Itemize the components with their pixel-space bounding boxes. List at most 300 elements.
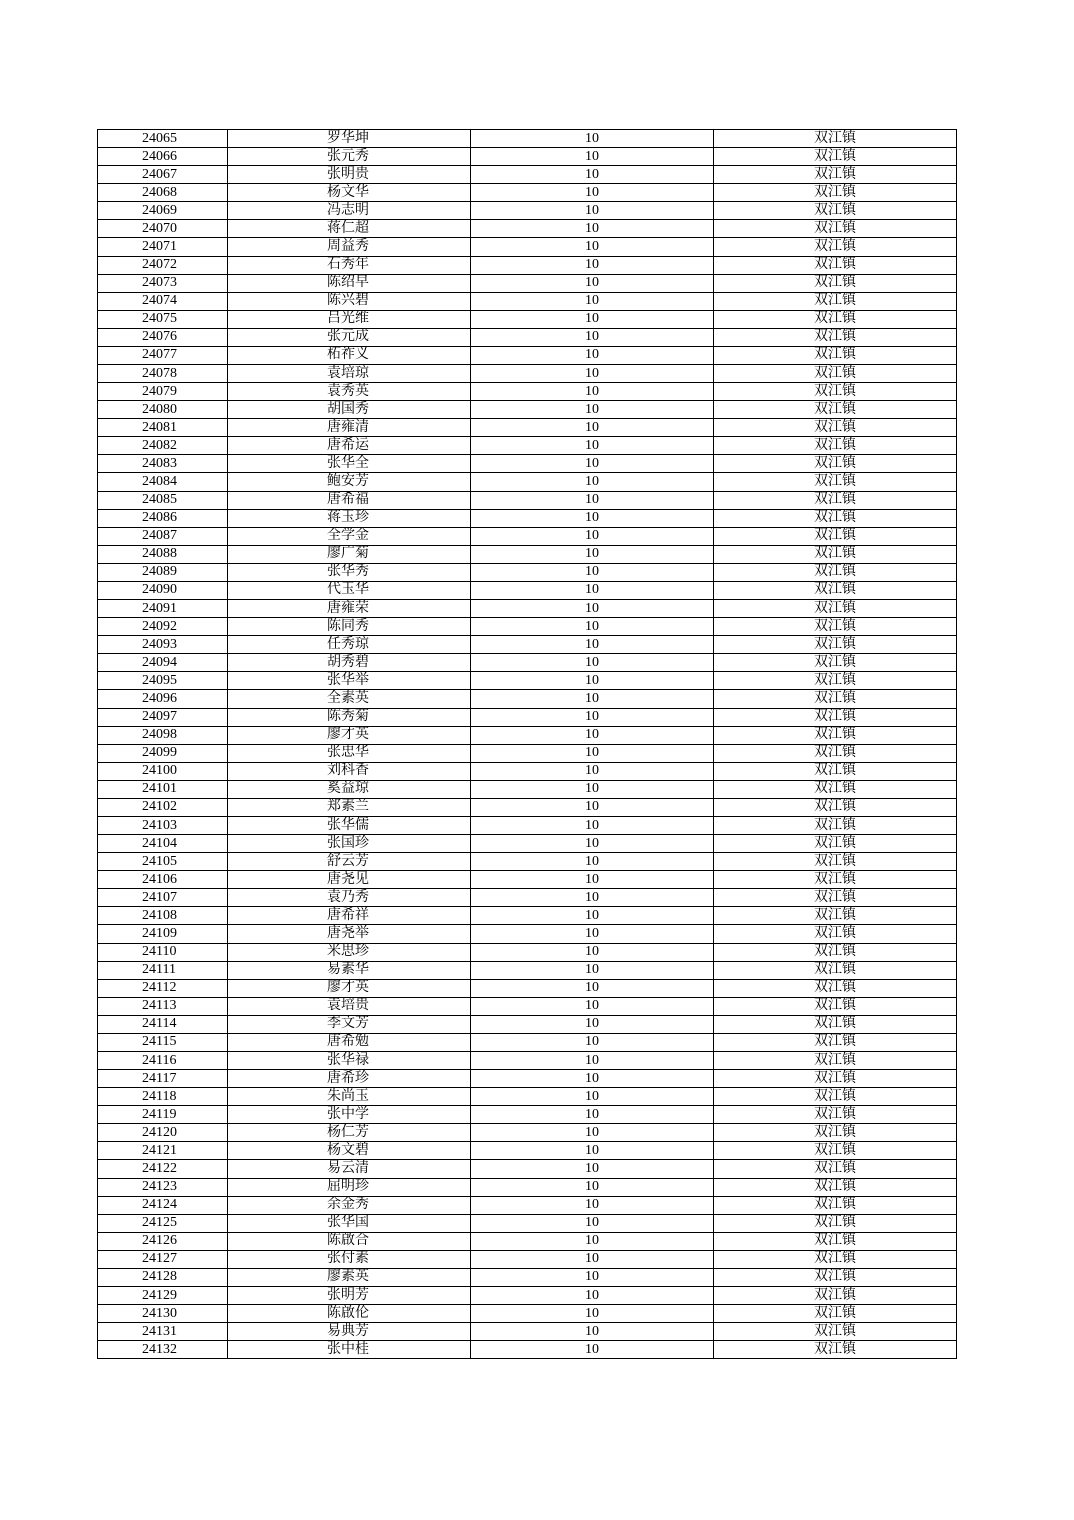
table-row xyxy=(98,1341,957,1359)
town-cell: 双江镇 xyxy=(714,1214,957,1232)
town-cell: 双江镇 xyxy=(714,943,957,961)
person-name-cell: 唐尧举 xyxy=(228,925,471,943)
amount-cell: 10 xyxy=(471,726,714,744)
person-name-cell: 蒋仁超 xyxy=(228,220,471,238)
amount-cell: 10 xyxy=(471,708,714,726)
table-row xyxy=(98,798,957,816)
amount-cell: 10 xyxy=(471,310,714,328)
person-name-cell: 屈明珍 xyxy=(228,1178,471,1196)
person-name-cell: 郑素兰 xyxy=(228,798,471,816)
town-cell: 双江镇 xyxy=(714,455,957,473)
table-row xyxy=(98,835,957,853)
town-cell: 双江镇 xyxy=(714,130,957,148)
record-id-cell: 24071 xyxy=(98,238,228,256)
person-name-cell: 朱尚玉 xyxy=(228,1088,471,1106)
table-row xyxy=(98,1124,957,1142)
table-row xyxy=(98,925,957,943)
amount-cell: 10 xyxy=(471,1033,714,1051)
table-row xyxy=(98,1196,957,1214)
person-name-cell: 胡秀碧 xyxy=(228,654,471,672)
amount-cell: 10 xyxy=(471,365,714,383)
person-name-cell: 全素英 xyxy=(228,690,471,708)
amount-cell: 10 xyxy=(471,672,714,690)
town-cell: 双江镇 xyxy=(714,1088,957,1106)
town-cell: 双江镇 xyxy=(714,1287,957,1305)
table-row xyxy=(98,328,957,346)
amount-cell: 10 xyxy=(471,1124,714,1142)
table-row xyxy=(98,545,957,563)
town-cell: 双江镇 xyxy=(714,1106,957,1124)
town-cell: 双江镇 xyxy=(714,690,957,708)
record-id-cell: 24107 xyxy=(98,889,228,907)
record-id-cell: 24112 xyxy=(98,979,228,997)
table-row xyxy=(98,473,957,491)
table-row xyxy=(98,961,957,979)
person-name-cell: 唐希珍 xyxy=(228,1070,471,1088)
record-id-cell: 24123 xyxy=(98,1178,228,1196)
person-name-cell: 鲍安芳 xyxy=(228,473,471,491)
person-name-cell: 余金秀 xyxy=(228,1196,471,1214)
table-row xyxy=(98,726,957,744)
person-name-cell: 张元秀 xyxy=(228,148,471,166)
record-id-cell: 24068 xyxy=(98,184,228,202)
record-id-cell: 24128 xyxy=(98,1268,228,1286)
table-row xyxy=(98,654,957,672)
person-name-cell: 唐希勉 xyxy=(228,1033,471,1051)
table-row xyxy=(98,871,957,889)
amount-cell: 10 xyxy=(471,1250,714,1268)
record-id-cell: 24114 xyxy=(98,1015,228,1033)
record-id-cell: 24117 xyxy=(98,1070,228,1088)
amount-cell: 10 xyxy=(471,1214,714,1232)
amount-cell: 10 xyxy=(471,636,714,654)
record-id-cell: 24093 xyxy=(98,636,228,654)
person-name-cell: 袁培琼 xyxy=(228,365,471,383)
person-name-cell: 冯志明 xyxy=(228,202,471,220)
record-id-cell: 24111 xyxy=(98,961,228,979)
person-name-cell: 米思珍 xyxy=(228,943,471,961)
table-row xyxy=(98,383,957,401)
record-id-cell: 24102 xyxy=(98,798,228,816)
town-cell: 双江镇 xyxy=(714,256,957,274)
table-row xyxy=(98,256,957,274)
amount-cell: 10 xyxy=(471,979,714,997)
table-row xyxy=(98,672,957,690)
record-id-cell: 24094 xyxy=(98,654,228,672)
town-cell: 双江镇 xyxy=(714,563,957,581)
amount-cell: 10 xyxy=(471,563,714,581)
person-name-cell: 张中学 xyxy=(228,1106,471,1124)
person-name-cell: 吕光维 xyxy=(228,310,471,328)
table-row xyxy=(98,816,957,834)
amount-cell: 10 xyxy=(471,1088,714,1106)
record-id-cell: 24067 xyxy=(98,166,228,184)
table-row xyxy=(98,1268,957,1286)
table-row xyxy=(98,130,957,148)
roster-table xyxy=(97,129,957,1359)
town-cell: 双江镇 xyxy=(714,1305,957,1323)
amount-cell: 10 xyxy=(471,328,714,346)
person-name-cell: 张元成 xyxy=(228,328,471,346)
record-id-cell: 24122 xyxy=(98,1160,228,1178)
amount-cell: 10 xyxy=(471,1106,714,1124)
table-row xyxy=(98,527,957,545)
amount-cell: 10 xyxy=(471,437,714,455)
table-row xyxy=(98,292,957,310)
record-id-cell: 24121 xyxy=(98,1142,228,1160)
record-id-cell: 24083 xyxy=(98,455,228,473)
town-cell: 双江镇 xyxy=(714,907,957,925)
town-cell: 双江镇 xyxy=(714,925,957,943)
table-row xyxy=(98,1033,957,1051)
town-cell: 双江镇 xyxy=(714,238,957,256)
town-cell: 双江镇 xyxy=(714,636,957,654)
town-cell: 双江镇 xyxy=(714,1196,957,1214)
town-cell: 双江镇 xyxy=(714,527,957,545)
town-cell: 双江镇 xyxy=(714,166,957,184)
person-name-cell: 舒云芳 xyxy=(228,853,471,871)
table-row xyxy=(98,310,957,328)
record-id-cell: 24130 xyxy=(98,1305,228,1323)
town-cell: 双江镇 xyxy=(714,509,957,527)
town-cell: 双江镇 xyxy=(714,437,957,455)
table-row xyxy=(98,889,957,907)
person-name-cell: 罗华坤 xyxy=(228,130,471,148)
person-name-cell: 张付素 xyxy=(228,1250,471,1268)
amount-cell: 10 xyxy=(471,383,714,401)
amount-cell: 10 xyxy=(471,925,714,943)
record-id-cell: 24131 xyxy=(98,1323,228,1341)
amount-cell: 10 xyxy=(471,1323,714,1341)
town-cell: 双江镇 xyxy=(714,762,957,780)
person-name-cell: 唐尧见 xyxy=(228,871,471,889)
person-name-cell: 全学金 xyxy=(228,527,471,545)
amount-cell: 10 xyxy=(471,509,714,527)
town-cell: 双江镇 xyxy=(714,1323,957,1341)
record-id-cell: 24132 xyxy=(98,1341,228,1359)
person-name-cell: 杨文碧 xyxy=(228,1142,471,1160)
town-cell: 双江镇 xyxy=(714,1250,957,1268)
table-row xyxy=(98,509,957,527)
town-cell: 双江镇 xyxy=(714,853,957,871)
table-row xyxy=(98,1178,957,1196)
table-row xyxy=(98,346,957,364)
record-id-cell: 24088 xyxy=(98,545,228,563)
record-id-cell: 24120 xyxy=(98,1124,228,1142)
town-cell: 双江镇 xyxy=(714,889,957,907)
table-row xyxy=(98,744,957,762)
table-row xyxy=(98,166,957,184)
table-row xyxy=(98,1305,957,1323)
record-id-cell: 24074 xyxy=(98,292,228,310)
record-id-cell: 24099 xyxy=(98,744,228,762)
town-cell: 双江镇 xyxy=(714,672,957,690)
person-name-cell: 蒋玉珍 xyxy=(228,509,471,527)
record-id-cell: 24075 xyxy=(98,310,228,328)
table-row xyxy=(98,1142,957,1160)
town-cell: 双江镇 xyxy=(714,726,957,744)
town-cell: 双江镇 xyxy=(714,798,957,816)
town-cell: 双江镇 xyxy=(714,328,957,346)
person-name-cell: 易云清 xyxy=(228,1160,471,1178)
table-row xyxy=(98,636,957,654)
amount-cell: 10 xyxy=(471,835,714,853)
person-name-cell: 袁培贵 xyxy=(228,997,471,1015)
town-cell: 双江镇 xyxy=(714,184,957,202)
amount-cell: 10 xyxy=(471,401,714,419)
table-row xyxy=(98,1088,957,1106)
record-id-cell: 24096 xyxy=(98,690,228,708)
person-name-cell: 张华禄 xyxy=(228,1051,471,1069)
record-id-cell: 24100 xyxy=(98,762,228,780)
table-row xyxy=(98,365,957,383)
amount-cell: 10 xyxy=(471,961,714,979)
record-id-cell: 24073 xyxy=(98,274,228,292)
town-cell: 双江镇 xyxy=(714,871,957,889)
amount-cell: 10 xyxy=(471,581,714,599)
record-id-cell: 24125 xyxy=(98,1214,228,1232)
person-name-cell: 张华国 xyxy=(228,1214,471,1232)
person-name-cell: 胡国秀 xyxy=(228,401,471,419)
table-row xyxy=(98,581,957,599)
person-name-cell: 石秀年 xyxy=(228,256,471,274)
person-name-cell: 陈啟伦 xyxy=(228,1305,471,1323)
record-id-cell: 24115 xyxy=(98,1033,228,1051)
town-cell: 双江镇 xyxy=(714,1015,957,1033)
table-row xyxy=(98,943,957,961)
record-id-cell: 24065 xyxy=(98,130,228,148)
amount-cell: 10 xyxy=(471,654,714,672)
record-id-cell: 24127 xyxy=(98,1250,228,1268)
person-name-cell: 张华举 xyxy=(228,672,471,690)
table-row xyxy=(98,238,957,256)
amount-cell: 10 xyxy=(471,816,714,834)
table-row xyxy=(98,762,957,780)
person-name-cell: 廖广菊 xyxy=(228,545,471,563)
amount-cell: 10 xyxy=(471,274,714,292)
town-cell: 双江镇 xyxy=(714,148,957,166)
town-cell: 双江镇 xyxy=(714,979,957,997)
amount-cell: 10 xyxy=(471,780,714,798)
person-name-cell: 陈绍早 xyxy=(228,274,471,292)
amount-cell: 10 xyxy=(471,1232,714,1250)
town-cell: 双江镇 xyxy=(714,1268,957,1286)
record-id-cell: 24078 xyxy=(98,365,228,383)
table-row xyxy=(98,220,957,238)
amount-cell: 10 xyxy=(471,238,714,256)
record-id-cell: 24070 xyxy=(98,220,228,238)
person-name-cell: 唐希福 xyxy=(228,491,471,509)
record-id-cell: 24098 xyxy=(98,726,228,744)
table-row xyxy=(98,202,957,220)
record-id-cell: 24106 xyxy=(98,871,228,889)
person-name-cell: 任秀琼 xyxy=(228,636,471,654)
town-cell: 双江镇 xyxy=(714,618,957,636)
person-name-cell: 张明贵 xyxy=(228,166,471,184)
amount-cell: 10 xyxy=(471,744,714,762)
town-cell: 双江镇 xyxy=(714,1033,957,1051)
amount-cell: 10 xyxy=(471,889,714,907)
person-name-cell: 张中桂 xyxy=(228,1341,471,1359)
table-row xyxy=(98,708,957,726)
table-row xyxy=(98,979,957,997)
table-row xyxy=(98,780,957,798)
record-id-cell: 24079 xyxy=(98,383,228,401)
record-id-cell: 24080 xyxy=(98,401,228,419)
record-id-cell: 24066 xyxy=(98,148,228,166)
town-cell: 双江镇 xyxy=(714,1142,957,1160)
record-id-cell: 24101 xyxy=(98,780,228,798)
town-cell: 双江镇 xyxy=(714,780,957,798)
person-name-cell: 刘科香 xyxy=(228,762,471,780)
amount-cell: 10 xyxy=(471,1015,714,1033)
record-id-cell: 24089 xyxy=(98,563,228,581)
table-row xyxy=(98,1287,957,1305)
amount-cell: 10 xyxy=(471,346,714,364)
amount-cell: 10 xyxy=(471,1142,714,1160)
record-id-cell: 24119 xyxy=(98,1106,228,1124)
town-cell: 双江镇 xyxy=(714,419,957,437)
town-cell: 双江镇 xyxy=(714,220,957,238)
town-cell: 双江镇 xyxy=(714,1232,957,1250)
table-row xyxy=(98,274,957,292)
person-name-cell: 廖素英 xyxy=(228,1268,471,1286)
town-cell: 双江镇 xyxy=(714,383,957,401)
record-id-cell: 24109 xyxy=(98,925,228,943)
table-row xyxy=(98,1232,957,1250)
amount-cell: 10 xyxy=(471,527,714,545)
person-name-cell: 奚益琼 xyxy=(228,780,471,798)
amount-cell: 10 xyxy=(471,1160,714,1178)
town-cell: 双江镇 xyxy=(714,1341,957,1359)
town-cell: 双江镇 xyxy=(714,491,957,509)
town-cell: 双江镇 xyxy=(714,997,957,1015)
record-id-cell: 24103 xyxy=(98,816,228,834)
record-id-cell: 24077 xyxy=(98,346,228,364)
table-row xyxy=(98,401,957,419)
person-name-cell: 杨文华 xyxy=(228,184,471,202)
amount-cell: 10 xyxy=(471,762,714,780)
table-row xyxy=(98,1106,957,1124)
table-row xyxy=(98,437,957,455)
record-id-cell: 24092 xyxy=(98,618,228,636)
person-name-cell: 陈同秀 xyxy=(228,618,471,636)
amount-cell: 10 xyxy=(471,853,714,871)
person-name-cell: 廖才英 xyxy=(228,726,471,744)
person-name-cell: 唐雍荣 xyxy=(228,600,471,618)
amount-cell: 10 xyxy=(471,1268,714,1286)
record-id-cell: 24084 xyxy=(98,473,228,491)
amount-cell: 10 xyxy=(471,798,714,816)
table-row xyxy=(98,491,957,509)
record-id-cell: 24095 xyxy=(98,672,228,690)
person-name-cell: 唐希运 xyxy=(228,437,471,455)
amount-cell: 10 xyxy=(471,997,714,1015)
person-name-cell: 张忠华 xyxy=(228,744,471,762)
person-name-cell: 张华儒 xyxy=(228,816,471,834)
table-row xyxy=(98,907,957,925)
table-row xyxy=(98,1160,957,1178)
town-cell: 双江镇 xyxy=(714,835,957,853)
person-name-cell: 唐希祥 xyxy=(228,907,471,925)
amount-cell: 10 xyxy=(471,166,714,184)
person-name-cell: 陈秀菊 xyxy=(228,708,471,726)
record-id-cell: 24072 xyxy=(98,256,228,274)
town-cell: 双江镇 xyxy=(714,1178,957,1196)
amount-cell: 10 xyxy=(471,907,714,925)
amount-cell: 10 xyxy=(471,618,714,636)
record-id-cell: 24091 xyxy=(98,600,228,618)
town-cell: 双江镇 xyxy=(714,1051,957,1069)
table-row xyxy=(98,419,957,437)
record-id-cell: 24108 xyxy=(98,907,228,925)
person-name-cell: 张华秀 xyxy=(228,563,471,581)
table-row xyxy=(98,184,957,202)
table-row xyxy=(98,997,957,1015)
amount-cell: 10 xyxy=(471,1178,714,1196)
table-row xyxy=(98,618,957,636)
table-row xyxy=(98,455,957,473)
person-name-cell: 陈兴碧 xyxy=(228,292,471,310)
record-id-cell: 24097 xyxy=(98,708,228,726)
roster-table-body xyxy=(98,130,957,1359)
table-row xyxy=(98,853,957,871)
record-id-cell: 24087 xyxy=(98,527,228,545)
amount-cell: 10 xyxy=(471,256,714,274)
amount-cell: 10 xyxy=(471,690,714,708)
person-name-cell: 廖才英 xyxy=(228,979,471,997)
record-id-cell: 24069 xyxy=(98,202,228,220)
town-cell: 双江镇 xyxy=(714,310,957,328)
person-name-cell: 周益秀 xyxy=(228,238,471,256)
town-cell: 双江镇 xyxy=(714,365,957,383)
amount-cell: 10 xyxy=(471,600,714,618)
amount-cell: 10 xyxy=(471,871,714,889)
record-id-cell: 24116 xyxy=(98,1051,228,1069)
town-cell: 双江镇 xyxy=(714,654,957,672)
person-name-cell: 杨仁芳 xyxy=(228,1124,471,1142)
table-row xyxy=(98,563,957,581)
person-name-cell: 陈啟合 xyxy=(228,1232,471,1250)
table-row xyxy=(98,1070,957,1088)
amount-cell: 10 xyxy=(471,455,714,473)
amount-cell: 10 xyxy=(471,1051,714,1069)
person-name-cell: 代玉华 xyxy=(228,581,471,599)
record-id-cell: 24085 xyxy=(98,491,228,509)
record-id-cell: 24081 xyxy=(98,419,228,437)
person-name-cell: 张国珍 xyxy=(228,835,471,853)
amount-cell: 10 xyxy=(471,1341,714,1359)
town-cell: 双江镇 xyxy=(714,401,957,419)
town-cell: 双江镇 xyxy=(714,581,957,599)
person-name-cell: 袁乃秀 xyxy=(228,889,471,907)
amount-cell: 10 xyxy=(471,202,714,220)
person-name-cell: 易素华 xyxy=(228,961,471,979)
person-name-cell: 唐雍清 xyxy=(228,419,471,437)
table-row xyxy=(98,148,957,166)
amount-cell: 10 xyxy=(471,292,714,310)
amount-cell: 10 xyxy=(471,419,714,437)
town-cell: 双江镇 xyxy=(714,708,957,726)
person-name-cell: 张明芳 xyxy=(228,1287,471,1305)
person-name-cell: 柘祚义 xyxy=(228,346,471,364)
record-id-cell: 24110 xyxy=(98,943,228,961)
record-id-cell: 24129 xyxy=(98,1287,228,1305)
table-row xyxy=(98,1015,957,1033)
table-row xyxy=(98,690,957,708)
town-cell: 双江镇 xyxy=(714,274,957,292)
record-id-cell: 24118 xyxy=(98,1088,228,1106)
